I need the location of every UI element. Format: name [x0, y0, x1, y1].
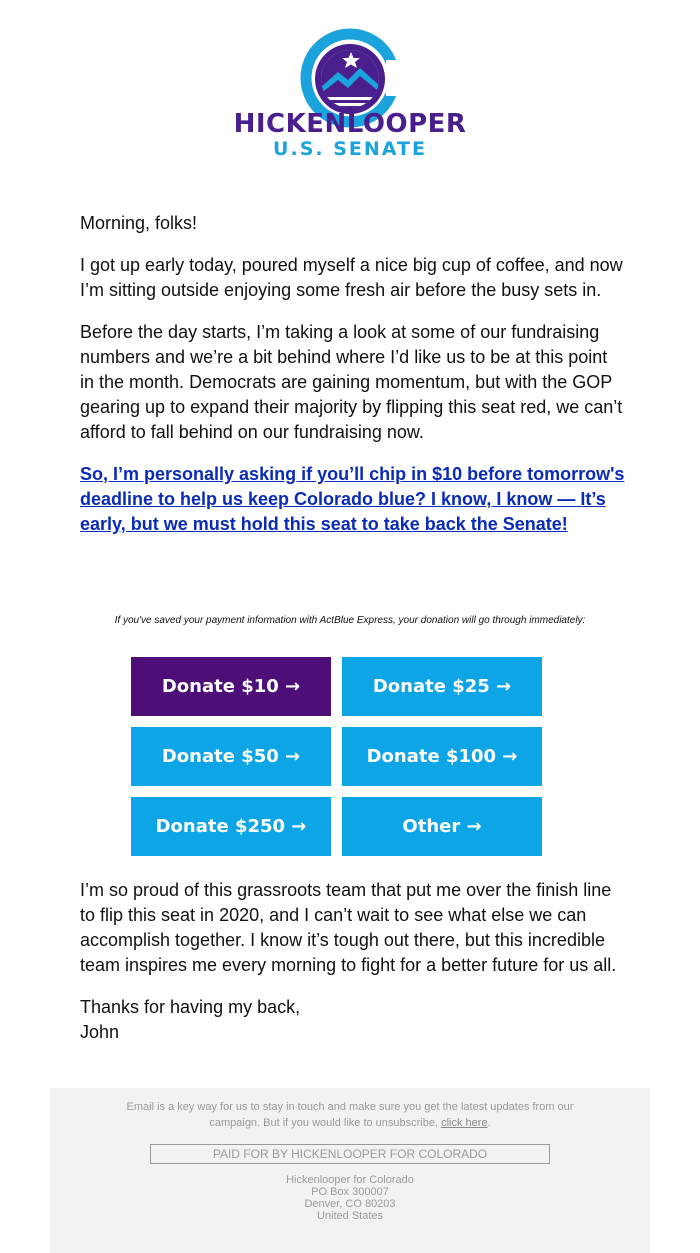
- mailing-address: [50, 1174, 650, 1222]
- unsubscribe-link[interactable]: click here: [441, 1117, 488, 1129]
- email-closing: [80, 878, 625, 1062]
- signoff-line: Thanks for having my back,: [80, 997, 301, 1017]
- signature: John: [80, 1022, 120, 1042]
- footer-blurb: [120, 1099, 580, 1131]
- greeting: Morning, folks!: [80, 213, 198, 233]
- paragraph-coffee: I got up early today, poured myself a nice big cup of coffee, and now I’m sitting outside enjoying some fresh air before the busy sets in.: [80, 255, 623, 300]
- logo-wordmark: HICKENLOOPER: [233, 109, 467, 139]
- address-line: Denver, CO 80203: [304, 1198, 396, 1210]
- donate-100-button[interactable]: Donate $100 →: [342, 727, 542, 786]
- donate-other-button[interactable]: Other →: [342, 797, 542, 856]
- address-line: United States: [316, 1210, 384, 1222]
- donate-250-button[interactable]: Donate $250 →: [131, 797, 331, 856]
- donate-25-button[interactable]: Donate $25 →: [342, 657, 542, 716]
- logo-subtitle: U.S. SENATE: [273, 138, 427, 160]
- signoff: [80, 995, 625, 1045]
- footer-period: .: [487, 1117, 491, 1129]
- donate-50-button[interactable]: Donate $50 →: [131, 727, 331, 786]
- paid-for-disclaimer: PAID FOR BY HICKENLOOPER FOR COLORADO: [150, 1144, 550, 1164]
- paragraph-grassroots: I’m so proud of this grassroots team that put me over the finish line to flip this seat in 2020, and I can’t wait to see what else we can accomplish together. I know it’s tough out there, but this incredible team inspires me every morning to fight for a better future for us all.: [80, 880, 617, 975]
- footer-blurb-text: Email is a key way for us to stay in touch and make sure you get the latest updates from our campaign. But if you would like to unsubscribe,: [126, 1101, 574, 1129]
- email-footer: [50, 1088, 650, 1253]
- address-line: PO Box 300007: [311, 1186, 389, 1198]
- email-body: [80, 211, 625, 554]
- donation-ask-link[interactable]: So, I’m personally asking if you’ll chip in $10 before tomorrow's deadline to help us keep Colorado blue? I know, I know — It’s early, but we must hold this seat to take back the Senate!: [80, 464, 625, 534]
- address-line: Hickenlooper for Colorado: [286, 1174, 414, 1186]
- paragraph-fundraising: Before the day starts, I’m taking a look at some of our fundraising numbers and we’re a bit behind where I’d like us to be at this point in the month. Democrats are gaining momentum, but with the GOP gearing up to expand their majority by flipping this seat red, we can’t afford to fall behind on our fundraising now.: [80, 322, 623, 442]
- actblue-express-note: If you've saved your payment information with ActBlue Express, your donation will go through immediately:: [114, 615, 586, 626]
- donate-10-button[interactable]: Donate $10 →: [131, 657, 331, 716]
